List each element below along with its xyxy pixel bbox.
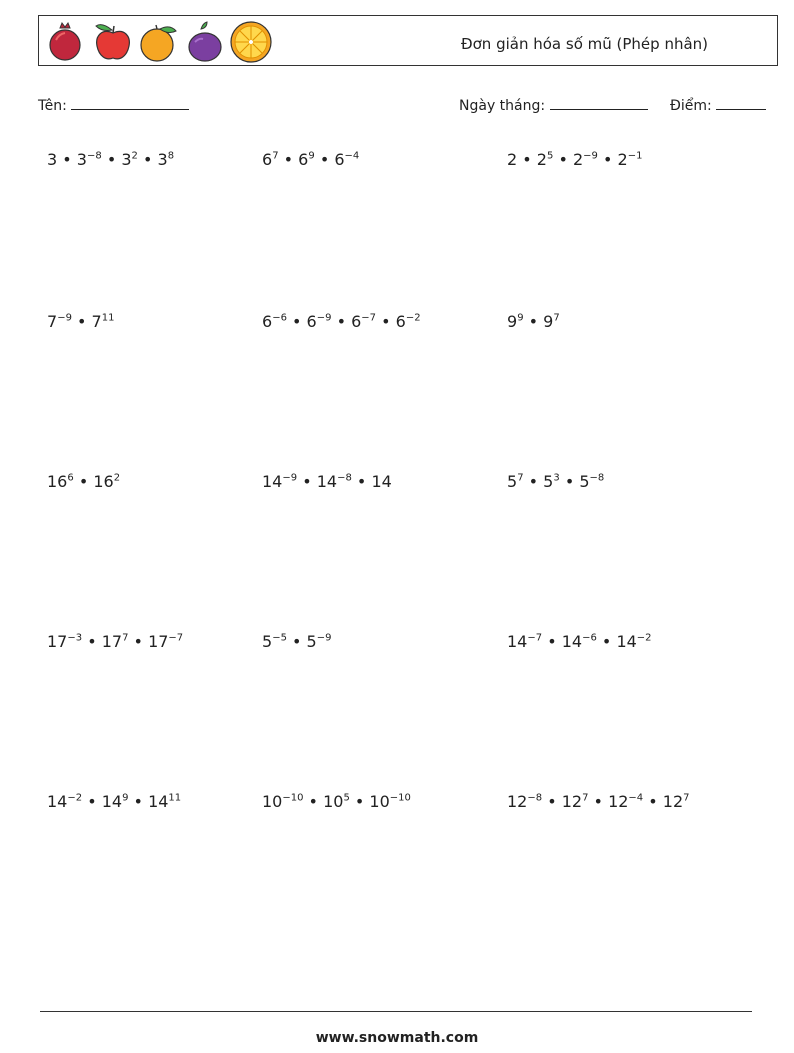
term-base: 6 xyxy=(334,150,345,169)
multiply-operator: • xyxy=(542,792,562,811)
multiply-operator: • xyxy=(128,632,149,651)
multiply-operator: • xyxy=(523,472,544,491)
term-base: 16 xyxy=(93,472,114,491)
term-base: 7 xyxy=(47,312,58,331)
term-exponent: 7 xyxy=(582,792,589,804)
term-exponent: 7 xyxy=(122,632,129,644)
term-base: 6 xyxy=(351,312,362,331)
term-base: 12 xyxy=(608,792,629,811)
term-base: 3 xyxy=(47,150,58,169)
date-blank[interactable] xyxy=(550,95,648,110)
multiply-operator: • xyxy=(297,472,317,491)
header-box xyxy=(38,15,778,66)
term-base: 2 xyxy=(617,150,628,169)
multiply-operator: • xyxy=(101,150,122,169)
term-exponent: −10 xyxy=(282,792,304,804)
term-exponent: 2 xyxy=(113,472,121,484)
problem-12 xyxy=(507,632,652,651)
term-base: 14 xyxy=(262,472,283,491)
term-exponent: −3 xyxy=(67,632,83,644)
multiply-operator: • xyxy=(596,632,617,651)
term-exponent: −7 xyxy=(361,312,377,324)
multiply-operator: • xyxy=(542,632,562,651)
problem-6 xyxy=(507,312,560,331)
term-base: 3 xyxy=(76,150,87,169)
term-exponent: 5 xyxy=(343,792,350,804)
term-base: 10 xyxy=(262,792,283,811)
term-exponent: −9 xyxy=(282,472,298,484)
multiply-operator: • xyxy=(73,472,94,491)
term-base: 14 xyxy=(561,632,583,651)
multiply-operator: • xyxy=(643,792,663,811)
term-exponent: 9 xyxy=(122,792,129,804)
term-exponent: 9 xyxy=(308,150,315,162)
multiply-operator: • xyxy=(331,312,352,331)
term-exponent: −9 xyxy=(57,312,72,324)
name-field[interactable] xyxy=(38,95,189,114)
multiply-operator: • xyxy=(137,150,158,169)
multiply-operator: • xyxy=(278,150,299,169)
term-exponent: −9 xyxy=(316,632,332,644)
date-label: Ngày tháng: xyxy=(459,98,546,114)
term-base: 14 xyxy=(316,472,338,491)
problem-15 xyxy=(507,792,690,811)
term-base: 5 xyxy=(507,472,518,491)
multiply-operator: • xyxy=(588,792,609,811)
term-exponent: −6 xyxy=(582,632,597,644)
term-base: 3 xyxy=(157,150,168,169)
name-label: Tên: xyxy=(38,98,67,114)
multiply-operator: • xyxy=(314,150,335,169)
multiply-operator: • xyxy=(286,312,307,331)
term-exponent: −5 xyxy=(272,632,287,644)
term-exponent: 5 xyxy=(546,150,554,162)
term-base: 14 xyxy=(616,632,637,651)
multiply-operator: • xyxy=(349,792,370,811)
term-base: 5 xyxy=(262,632,273,651)
term-exponent: 11 xyxy=(168,792,182,804)
term-exponent: −1 xyxy=(627,150,643,162)
term-base: 14 xyxy=(101,792,123,811)
term-exponent: 7 xyxy=(517,472,524,484)
orange-icon xyxy=(138,20,182,64)
score-blank[interactable] xyxy=(716,95,766,110)
term-exponent: −4 xyxy=(628,792,644,804)
problem-9 xyxy=(507,472,604,491)
term-exponent: −9 xyxy=(316,312,332,324)
multiply-operator: • xyxy=(376,312,396,331)
term-exponent: 7 xyxy=(272,150,279,162)
problem-10 xyxy=(47,632,183,651)
term-base: 12 xyxy=(507,792,528,811)
problem-1 xyxy=(47,150,174,169)
problem-2 xyxy=(262,150,359,169)
term-exponent: −2 xyxy=(67,792,83,804)
term-base: 5 xyxy=(306,632,317,651)
term-exponent: 2 xyxy=(131,150,138,162)
term-exponent: −10 xyxy=(389,792,411,804)
term-exponent: −8 xyxy=(589,472,605,484)
term-base: 12 xyxy=(662,792,684,811)
term-exponent: −2 xyxy=(636,632,652,644)
term-base: 10 xyxy=(323,792,344,811)
score-label: Điểm: xyxy=(670,98,712,114)
multiply-operator: • xyxy=(128,792,149,811)
term-base: 14 xyxy=(371,472,392,491)
term-exponent: −7 xyxy=(527,632,543,644)
term-exponent: −8 xyxy=(86,150,102,162)
multiply-operator: • xyxy=(597,150,618,169)
term-exponent: 6 xyxy=(67,472,74,484)
term-exponent: 9 xyxy=(517,312,524,324)
multiply-operator: • xyxy=(303,792,324,811)
multiply-operator: • xyxy=(523,312,544,331)
multiply-operator: • xyxy=(82,792,102,811)
term-exponent: 7 xyxy=(683,792,690,804)
problem-5 xyxy=(262,312,421,331)
problem-14 xyxy=(262,792,411,811)
term-base: 7 xyxy=(91,312,102,331)
term-base: 6 xyxy=(262,312,273,331)
term-base: 6 xyxy=(262,150,273,169)
term-exponent: −2 xyxy=(405,312,421,324)
score-field[interactable] xyxy=(670,95,766,114)
problem-13 xyxy=(47,792,181,811)
multiply-operator: • xyxy=(517,150,537,169)
term-exponent: 7 xyxy=(553,312,560,324)
multiply-operator: • xyxy=(553,150,573,169)
term-exponent: −7 xyxy=(168,632,184,644)
term-exponent: −4 xyxy=(344,150,360,162)
term-exponent: 3 xyxy=(553,472,560,484)
term-base: 2 xyxy=(536,150,547,169)
term-base: 6 xyxy=(395,312,406,331)
term-base: 5 xyxy=(543,472,554,491)
multiply-operator: • xyxy=(351,472,372,491)
term-exponent: 8 xyxy=(167,150,175,162)
name-blank[interactable] xyxy=(71,95,189,110)
multiply-operator: • xyxy=(57,150,77,169)
term-base: 14 xyxy=(507,632,528,651)
problem-3 xyxy=(507,150,642,169)
term-base: 17 xyxy=(101,632,123,651)
term-base: 2 xyxy=(507,150,518,169)
footer-website: www.snowmath.com xyxy=(315,1030,479,1046)
term-base: 6 xyxy=(306,312,317,331)
term-exponent: −6 xyxy=(272,312,287,324)
multiply-operator: • xyxy=(82,632,102,651)
date-field[interactable] xyxy=(459,95,648,114)
term-exponent: 11 xyxy=(101,312,115,324)
term-base: 12 xyxy=(561,792,583,811)
term-exponent: −8 xyxy=(527,792,543,804)
term-base: 9 xyxy=(507,312,518,331)
term-base: 17 xyxy=(148,632,169,651)
orange-slice-icon xyxy=(229,20,273,64)
problem-7 xyxy=(47,472,120,491)
problem-4 xyxy=(47,312,114,331)
plum-icon xyxy=(185,20,225,64)
term-exponent: −8 xyxy=(337,472,352,484)
term-base: 3 xyxy=(121,150,132,169)
multiply-operator: • xyxy=(559,472,580,491)
problem-11 xyxy=(262,632,331,651)
term-base: 14 xyxy=(148,792,169,811)
term-base: 16 xyxy=(47,472,68,491)
term-base: 14 xyxy=(47,792,68,811)
pomegranate-icon xyxy=(46,20,84,64)
worksheet-title: Đơn giản hóa số mũ (Phép nhân) xyxy=(461,35,709,53)
term-base: 17 xyxy=(47,632,68,651)
multiply-operator: • xyxy=(286,632,307,651)
apple-icon xyxy=(92,20,134,64)
term-base: 10 xyxy=(369,792,390,811)
term-base: 9 xyxy=(543,312,554,331)
term-base: 2 xyxy=(572,150,584,169)
footer-divider xyxy=(40,1011,752,1012)
problem-8 xyxy=(262,472,392,491)
term-base: 5 xyxy=(579,472,590,491)
term-exponent: −9 xyxy=(583,150,598,162)
multiply-operator: • xyxy=(71,312,92,331)
term-base: 6 xyxy=(298,150,309,169)
